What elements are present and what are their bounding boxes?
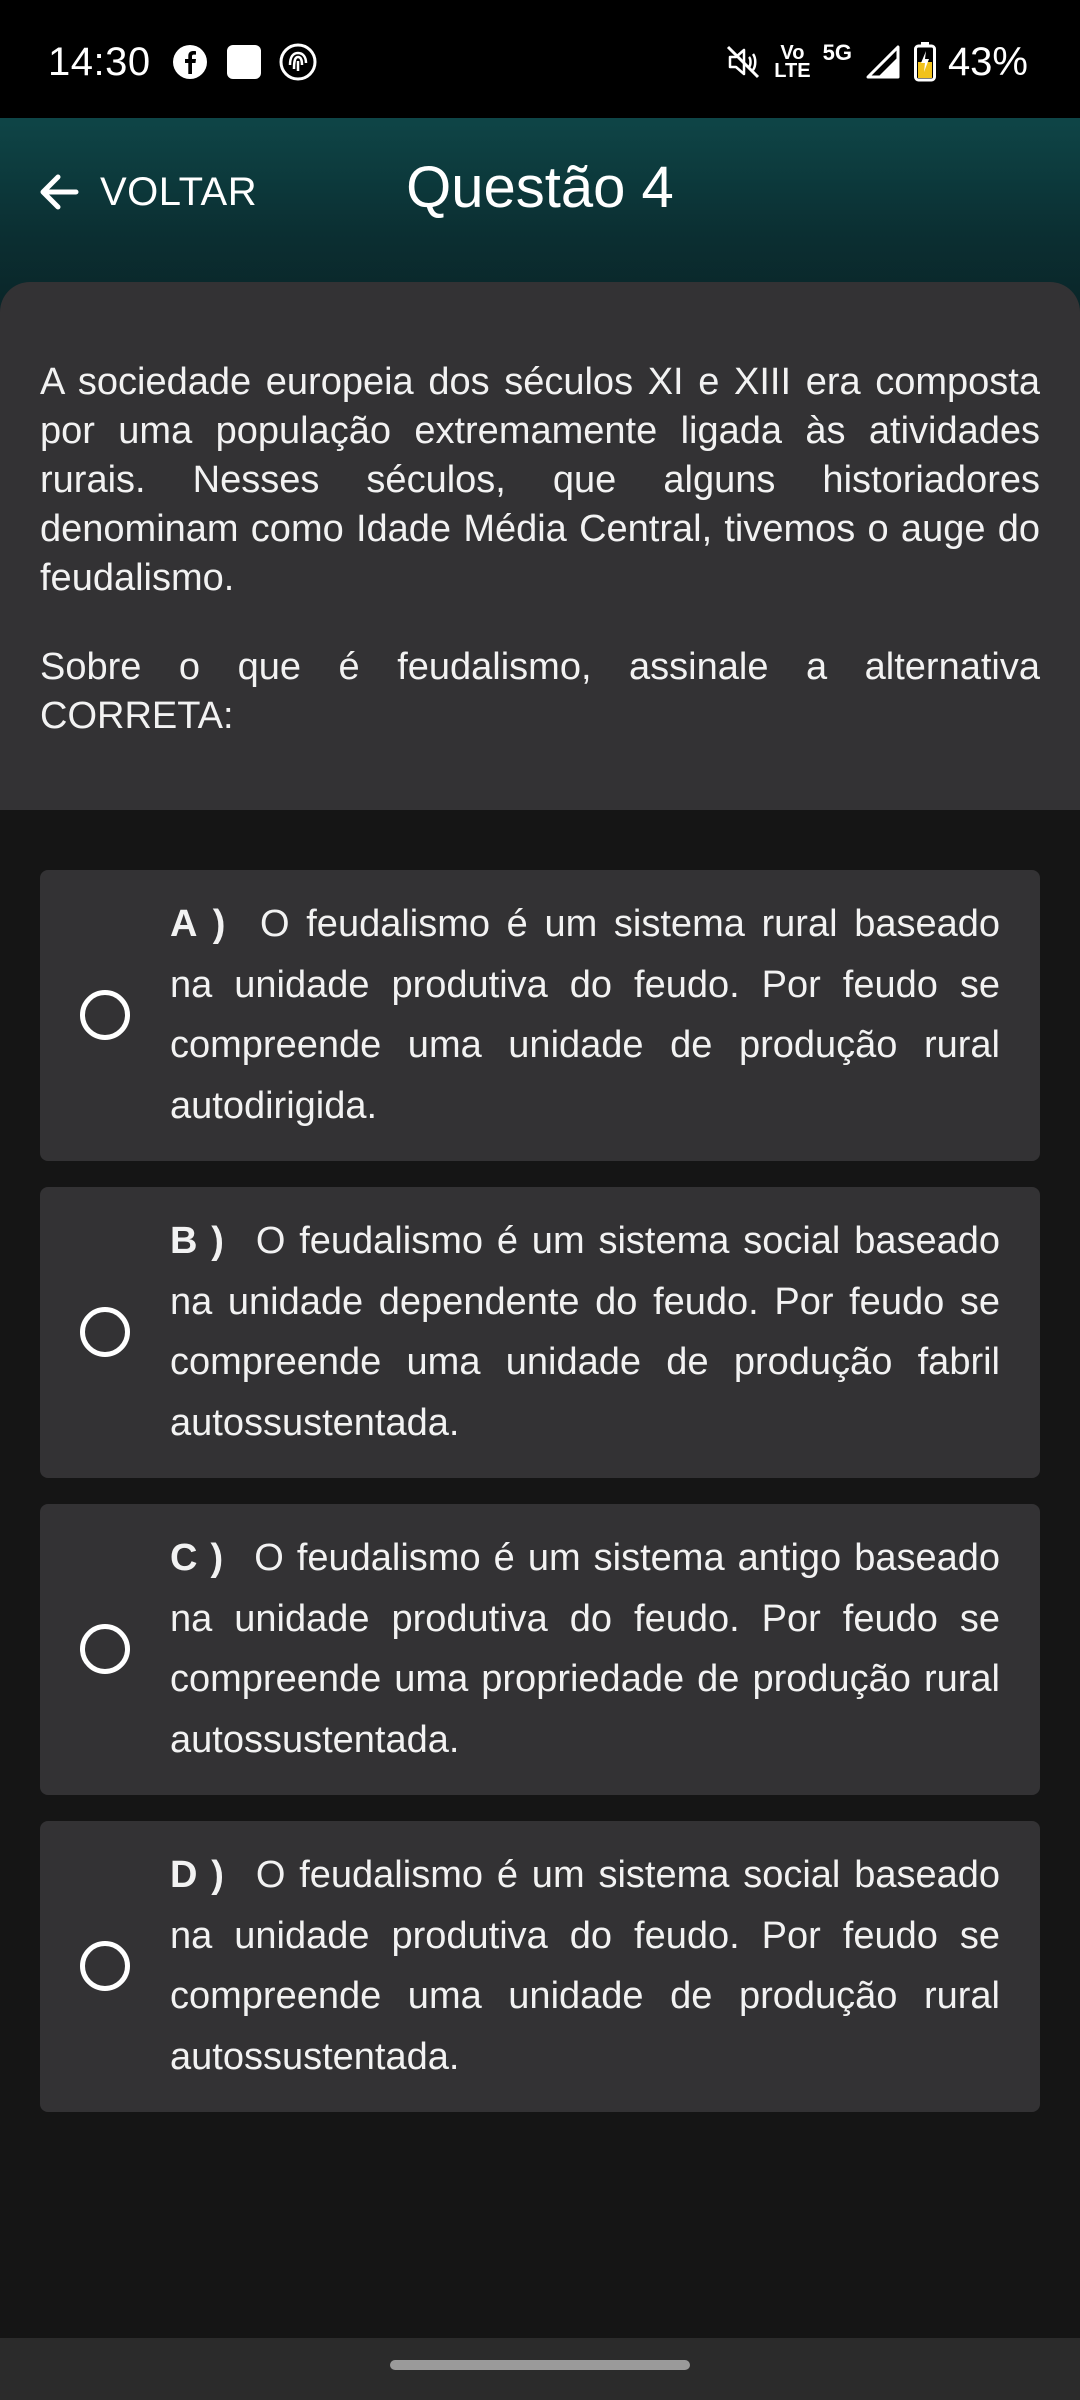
status-bar-left	[48, 36, 317, 88]
battery-icon	[914, 42, 936, 82]
status-time: 14:30	[48, 39, 151, 84]
home-indicator[interactable]	[390, 2360, 690, 2370]
mute-icon	[724, 43, 762, 81]
navigation-bar	[0, 2338, 1080, 2400]
option-text	[170, 894, 1000, 1136]
option-a[interactable]	[40, 870, 1040, 1161]
option-letter: A )	[170, 903, 226, 945]
fingerprint-icon	[279, 43, 317, 81]
option-c[interactable]	[40, 1504, 1040, 1795]
option-body: O feudalismo é um sistema antigo baseado na unidade produtiva do feudo. Por feudo se compreende uma propriedade de produção rural autossustentada.	[170, 1537, 1001, 1761]
signal-icon	[864, 43, 902, 81]
volte-line1: Vo	[780, 42, 805, 64]
status-bar-right	[724, 36, 1028, 88]
option-text	[170, 1211, 1000, 1453]
option-text	[170, 1528, 1000, 1770]
question-context: A sociedade europeia dos séculos XI e XIII era composta por uma população extremamente ligada às atividades rurais. Nesses séculos, que alguns historiadores denominam como Idade Média Central, tivemos o auge do feudalismo.	[40, 361, 1040, 599]
question-prompt: Sobre o que é feudalismo, assinale a alternativa CORRETA:	[40, 646, 1040, 737]
option-text	[170, 1845, 1000, 2087]
network-type: 5G	[822, 40, 852, 65]
option-d[interactable]	[40, 1821, 1040, 2112]
answer-options	[40, 870, 1040, 2138]
radio-button[interactable]	[80, 1941, 130, 1991]
option-body: O feudalismo é um sistema social baseado na unidade dependente do feudo. Por feudo se compreende uma unidade de produção fabril autossustentada.	[170, 1220, 1001, 1444]
option-letter: B )	[170, 1220, 224, 1262]
option-letter: D )	[170, 1854, 224, 1896]
radio-button[interactable]	[80, 990, 130, 1040]
volte-line2: LTE	[774, 60, 811, 82]
page-title: Questão 4	[406, 155, 674, 220]
square-app-icon	[225, 43, 263, 81]
radio-button[interactable]	[80, 1307, 130, 1357]
option-letter: C )	[170, 1537, 224, 1579]
back-label: VOLTAR	[100, 169, 258, 214]
option-body: O feudalismo é um sistema social baseado na unidade produtiva do feudo. Por feudo se compreende uma unidade de produção rural autossustentada.	[170, 1854, 1001, 2078]
battery-percent: 43%	[947, 39, 1028, 84]
option-b[interactable]	[40, 1187, 1040, 1478]
volte-indicator	[774, 44, 810, 80]
status-bar	[0, 0, 1080, 118]
question-card	[0, 282, 1080, 810]
facebook-icon	[171, 43, 209, 81]
option-body: O feudalismo é um sistema rural baseado na unidade produtiva do feudo. Por feudo se compreende uma unidade de produção rural autodirigida.	[170, 903, 1000, 1127]
radio-button[interactable]	[80, 1624, 130, 1674]
